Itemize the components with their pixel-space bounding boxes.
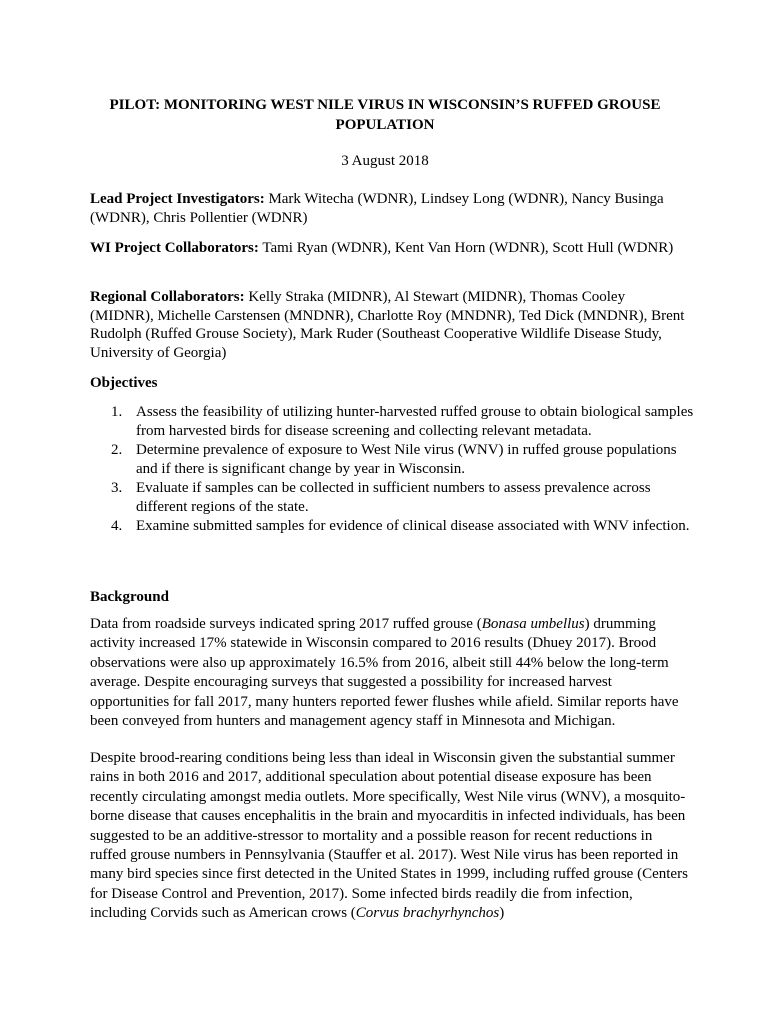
- objective-text: Assess the feasibility of utilizing hunter-harvested ruffed grouse to obtain biological samples from harvested birds for disease screening and collecting relevant metadata.: [136, 404, 694, 439]
- regional-collaborators-label: Regional Collaborators:: [90, 289, 245, 305]
- objectives-heading: Objectives: [90, 375, 158, 391]
- document-date: 3 August 2018: [341, 153, 429, 169]
- background-p2-species: Corvus brachyrhynchos: [355, 905, 500, 922]
- objectives-list: [111, 403, 696, 536]
- objective-text: Determine prevalence of exposure to West Nile virus (WNV) in ruffed grouse populations and if there is significant change by year in Wisconsin.: [136, 442, 677, 477]
- objective-number: 3.: [111, 480, 123, 496]
- lead-investigators-label: Lead Project Investigators:: [90, 191, 265, 207]
- objective-item: [111, 479, 696, 517]
- background-paragraph-2: [90, 749, 690, 924]
- objective-number: 1.: [111, 404, 123, 420]
- wi-collaborators-paragraph: [90, 239, 690, 258]
- regional-collaborators-text: Kelly Straka (MIDNR), Al Stewart (MIDNR), Thomas Cooley (MIDNR), Michelle Carstensen (MNDNR), Charlotte Roy (MNDNR), Ted Dick (MNDNR), Brent Rudolph (Ruffed Grouse Society), Mark Ruder (Southeast Cooperative Wildlife Disease Study, University of Georgia): [90, 289, 685, 361]
- background-heading: Background: [90, 589, 169, 605]
- regional-collaborators-paragraph: [90, 288, 690, 362]
- document-title: PILOT: MONITORING WEST NILE VIRUS IN WISCONSIN’S RUFFED GROUSE POPULATION: [109, 97, 661, 133]
- lead-investigators-text: Mark Witecha (WDNR), Lindsey Long (WDNR), Nancy Businga (WDNR), Chris Pollentier (WDNR): [90, 191, 664, 226]
- background-p1-text-a: Data from roadside surveys indicated spring 2017 ruffed grouse (: [90, 616, 482, 632]
- objective-item: [111, 403, 696, 441]
- objective-text: Examine submitted samples for evidence of clinical disease associated with WNV infection.: [136, 518, 690, 534]
- background-p1-species: Bonasa umbellus: [481, 616, 585, 632]
- objective-text: Evaluate if samples can be collected in sufficient numbers to assess prevalence across different regions of the state.: [136, 480, 651, 515]
- background-p1-text-b: ) drumming activity increased 17% statewide in Wisconsin compared to 2016 results (Dhuey 2017). Brood observations were also up approximately 16.5% from 2016, albeit still 44% below the long-term average. Despite encouraging surveys that suggested a possibility for increased harvest opportunities for fall 2017, many hunters reported fewer flushes while afield. Similar reports have been conveyed from hunters and management agency staff in Minnesota and Michigan.: [90, 616, 679, 730]
- wi-collaborators-text: Tami Ryan (WDNR), Kent Van Horn (WDNR), Scott Hull (WDNR): [258, 240, 674, 256]
- background-paragraph-1: [90, 615, 690, 731]
- lead-investigators-paragraph: [90, 190, 690, 227]
- objective-number: 2.: [111, 442, 123, 458]
- background-p2-text-a: Despite brood-rearing conditions being less than ideal in Wisconsin given the substantial summer rains in both 2016 and 2017, additional speculation about potential disease exposure has been recently circulating amongst media outlets. More specifically, West Nile virus (WNV), a mosquito-borne disease that causes encephalitis in the brain and myocarditis in infected individuals, has been suggested to be an additive-stressor to mortality and a possible reason for recent reductions in ruffed grouse numbers in Pennsylvania (Stauffer et al. 2017). West Nile virus has been reported in many bird species since first detected in the United States in 1999, including ruffed grouse (Centers for Disease Control and Prevention, 2017). Some infected birds readily die from infection, including Corvids such as American crows (: [90, 750, 688, 922]
- objective-number: 4.: [111, 518, 123, 534]
- objective-item: [111, 517, 696, 536]
- objective-item: [111, 441, 696, 479]
- wi-collaborators-label: WI Project Collaborators:: [90, 240, 259, 256]
- background-p2-text-b: ): [499, 905, 505, 922]
